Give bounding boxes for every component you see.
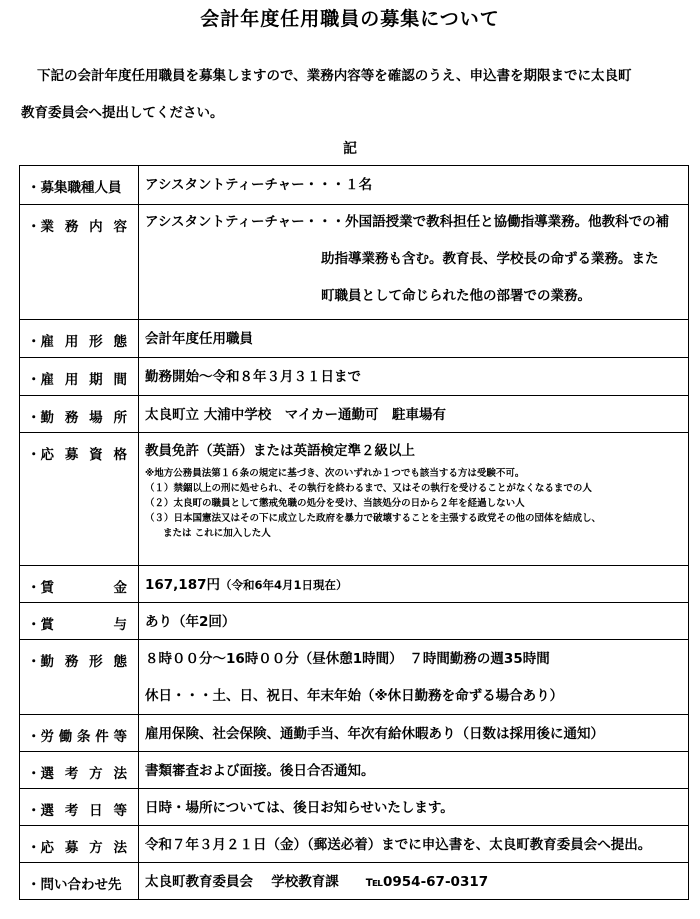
row-value: 書類審査および面接。後日合否通知。 <box>145 763 375 779</box>
table-row <box>20 640 689 715</box>
row-label-employment-period: ・雇 用 期 間 <box>27 372 127 388</box>
row-label-wage: ・賃 金 <box>27 580 127 596</box>
row-value: 会計年度任用職員 <box>145 331 253 347</box>
row-value: 太良町立 大浦中学校 マイカー通勤可 駐車場有 <box>145 407 447 423</box>
row-label-work-style: ・勤 務 形 態 <box>27 654 127 670</box>
qualification-note: （１）禁錮以上の刑に処せられ、その執行を終わるまで、又はその執行を受けることがなくなるまでの人 <box>145 483 592 494</box>
wage-date-note: （令和6年4月1日現在） <box>220 578 348 592</box>
row-label-conditions: ・労 働 条 件 等 <box>27 729 127 745</box>
qualification-note: または これに加入した人 <box>163 528 271 539</box>
page-title: 会計年度任用職員の募集について <box>200 8 500 30</box>
row-value: 勤務開始～令和８年３月３１日まで <box>145 369 361 385</box>
row-label-employment-type: ・雇 用 形 態 <box>27 334 127 350</box>
row-value: 町職員として命じられた他の部署での業務。 <box>321 288 591 304</box>
table-row <box>20 566 689 603</box>
qualification-note: ※地方公務員法第１６条の規定に基づき、次のいずれか１つでも該当する方は受験不可。 <box>145 468 525 479</box>
table-row <box>20 205 689 320</box>
row-value: 太良町教育委員会 学校教育課 ℡0954-67-0317 <box>145 874 489 890</box>
row-label-application-method: ・応 募 方 法 <box>27 840 127 856</box>
intro-line-2: 教育委員会へ提出してください。 <box>21 105 224 121</box>
row-value: アシスタントティーチャー・・・１名 <box>145 177 373 193</box>
table-row <box>20 789 689 826</box>
row-value: 休日・・・土、日、祝日、年末年始（※休日勤務を命ずる場合あり） <box>145 688 564 704</box>
table-row <box>20 358 689 396</box>
table-row <box>20 752 689 789</box>
row-label-selection-date: ・選 考 日 等 <box>27 803 127 819</box>
table-row <box>20 433 689 566</box>
recruitment-table <box>19 165 689 900</box>
table-row <box>20 715 689 752</box>
row-label-qualifications: ・応 募 資 格 <box>27 447 127 463</box>
qualification-note: （３）日本国憲法又はその下に成立した政府を暴力で破壊することを主張する政党その他の団体を結成し、 <box>145 513 602 524</box>
table-row <box>20 166 689 205</box>
row-label-contact: ・問い合わせ先 <box>27 877 122 893</box>
row-value: アシスタントティーチャー・・・外国語授業で教科担任と協働指導業務。他教科での補 <box>145 214 670 230</box>
table-row <box>20 826 689 863</box>
row-label-duties: ・業 務 内 容 <box>27 219 127 235</box>
table-row <box>20 396 689 433</box>
row-value: 助指導業務も含む。教育長、学校長の命ずる業務。また <box>321 251 659 267</box>
table-row <box>20 603 689 640</box>
row-value: 日時・場所については、後日お知らせいたします。 <box>145 800 454 816</box>
row-value: 令和７年３月２１日（金）（郵送必着）までに申込書を、太良町教育委員会へ提出。 <box>145 837 652 853</box>
row-value: 雇用保険、社会保険、通勤手当、年次有給休暇あり（日数は採用後に通知） <box>145 726 604 742</box>
row-label-selection-method: ・選 考 方 法 <box>27 766 127 782</box>
row-label-bonus: ・賞 与 <box>27 617 127 633</box>
table-row <box>20 863 689 900</box>
qualification-note: （２）太良町の職員として懲戒免職の処分を受け、当該処分の日から２年を経過しない人 <box>145 498 525 509</box>
row-label-workplace: ・勤 務 場 所 <box>27 410 127 426</box>
ki-heading: 記 <box>343 141 357 157</box>
row-value: 教員免許（英語）または英語検定準２級以上 <box>145 443 415 459</box>
row-value: 167,187円 <box>145 577 220 593</box>
row-value: ８時００分～16時００分（昼休憩1時間） ７時間勤務の週35時間 <box>145 651 550 667</box>
row-label-positions: ・募集職種人員 <box>27 180 122 196</box>
row-value: あり（年2回） <box>145 614 236 630</box>
table-row <box>20 320 689 358</box>
intro-line-1: 下記の会計年度任用職員を募集しますので、業務内容等を確認のうえ、申込書を期限までに太良町 <box>37 68 632 84</box>
